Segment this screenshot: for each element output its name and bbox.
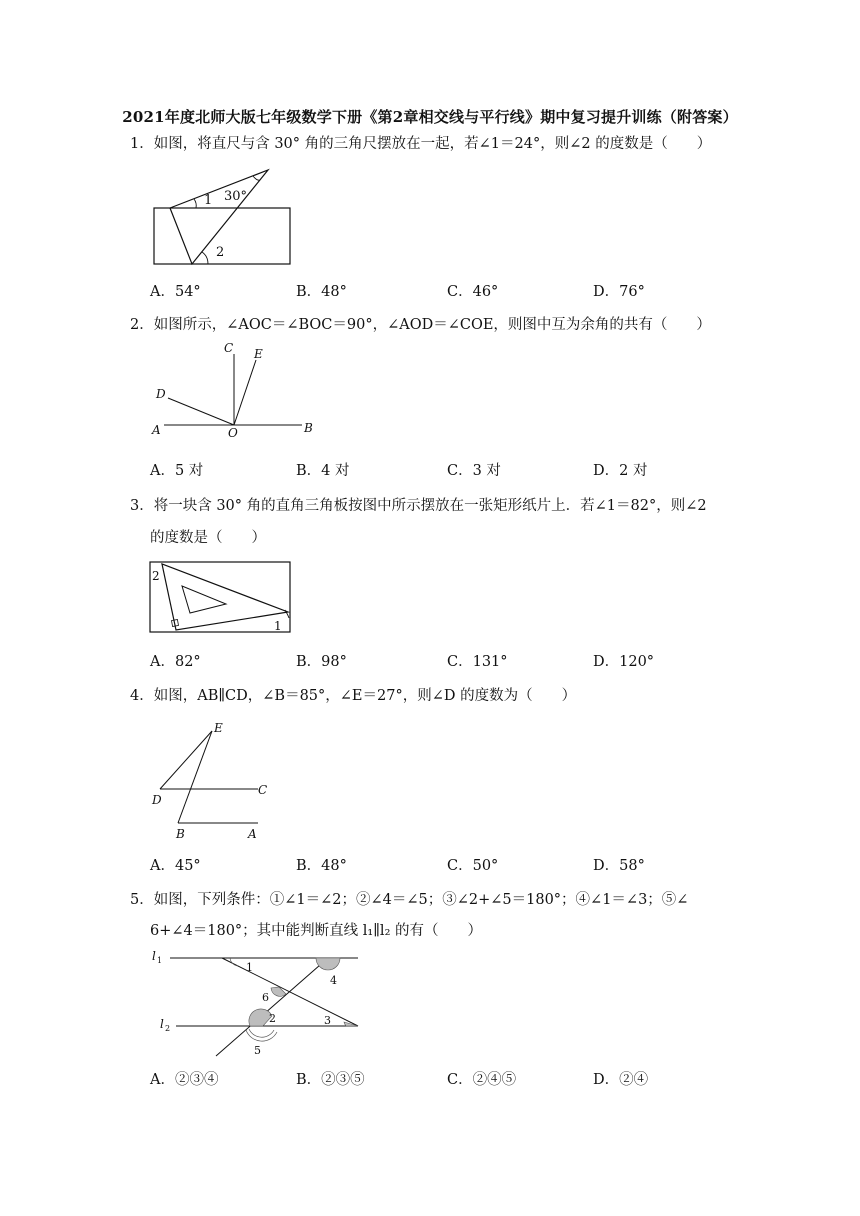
question-1-figure bbox=[150, 166, 300, 270]
point-c-label: C bbox=[224, 341, 234, 355]
angle-3-label: 3 bbox=[324, 1014, 331, 1027]
question-5-option-b[interactable]: B．②③⑤ bbox=[296, 1072, 365, 1088]
angle-30-arc bbox=[253, 176, 260, 180]
question-3-figure bbox=[148, 560, 293, 635]
question-4-option-a[interactable]: A．45° bbox=[150, 858, 201, 874]
line-l2-label: l bbox=[160, 1017, 164, 1031]
question-5-option-a[interactable]: A．②③④ bbox=[150, 1072, 219, 1088]
angle-2-label: 2 bbox=[216, 245, 225, 260]
angle-6-label: 6 bbox=[262, 991, 269, 1004]
angle-1-arc bbox=[194, 199, 196, 208]
question-1-option-c[interactable]: C．46° bbox=[447, 284, 499, 300]
page-title: 2021年度北师大版七年级数学下册《第2章相交线与平行线》期中复习提升训练（附答案） bbox=[122, 108, 738, 126]
question-2-option-b[interactable]: B．4 对 bbox=[296, 463, 350, 479]
question-3-option-a[interactable]: A．82° bbox=[150, 654, 201, 670]
line-l2-subscript: 2 bbox=[165, 1024, 171, 1033]
question-2-option-a[interactable]: A．5 对 bbox=[150, 463, 204, 479]
point-e-label: E bbox=[254, 347, 263, 361]
question-1-option-d[interactable]: D．76° bbox=[593, 284, 645, 300]
question-4-figure bbox=[148, 716, 278, 841]
angle-1-label: 1 bbox=[274, 619, 282, 633]
question-5-text-line-2: 6+∠4＝180°；其中能判断直线 l₁∥l₂ 的有（ ） bbox=[150, 923, 482, 939]
point-o-label: O bbox=[228, 426, 238, 440]
angle-1-label: 1 bbox=[204, 193, 213, 208]
angle-1-label: 1 bbox=[246, 961, 253, 974]
question-2-figure bbox=[150, 340, 320, 440]
question-3-text-line-1: 3．将一块含 30° 角的直角三角板按图中所示摆放在一张矩形纸片上．若∠1＝82°，则∠2 bbox=[130, 498, 707, 514]
question-5-option-d[interactable]: D．②④ bbox=[593, 1072, 649, 1088]
question-2-text: 2．如图所示，∠AOC＝∠BOC＝90°，∠AOD＝∠COE，则图中互为余角的共有（ ） bbox=[130, 317, 711, 333]
question-1-option-b[interactable]: B．48° bbox=[296, 284, 347, 300]
angle-5-label: 5 bbox=[254, 1044, 261, 1057]
angle-2-label: 2 bbox=[152, 569, 160, 583]
point-a-label: A bbox=[152, 423, 161, 437]
point-e-label: E bbox=[214, 721, 223, 735]
question-1-option-a[interactable]: A．54° bbox=[150, 284, 201, 300]
point-b-label: B bbox=[176, 827, 185, 841]
question-2-option-d[interactable]: D．2 对 bbox=[593, 463, 648, 479]
question-5-text-line-1: 5．如图，下列条件：①∠1＝∠2；②∠4＝∠5；③∠2+∠5＝180°；④∠1＝∠3；⑤∠ bbox=[130, 892, 689, 908]
line-l1-subscript: 1 bbox=[157, 956, 163, 965]
question-4-option-c[interactable]: C．50° bbox=[447, 858, 499, 874]
question-2-option-c[interactable]: C．3 对 bbox=[447, 463, 501, 479]
point-b-label: B bbox=[304, 421, 313, 435]
angle-2-arc bbox=[202, 252, 208, 264]
question-5-figure bbox=[150, 950, 365, 1060]
question-1-text: 1．如图，将直尺与含 30° 角的三角尺摆放在一起，若∠1＝24°，则∠2 的度数是（ ） bbox=[130, 136, 712, 152]
angle-4-label: 4 bbox=[330, 974, 337, 987]
point-d-label: D bbox=[156, 387, 166, 401]
question-3-text-line-2: 的度数是（ ） bbox=[150, 530, 266, 546]
question-3-option-d[interactable]: D．120° bbox=[593, 654, 655, 670]
question-4-option-d[interactable]: D．58° bbox=[593, 858, 645, 874]
angle-2-label: 2 bbox=[269, 1012, 276, 1025]
question-4-text: 4．如图，AB∥CD，∠B＝85°，∠E＝27°，则∠D 的度数为（ ） bbox=[130, 688, 577, 704]
question-5-option-c[interactable]: C．②④⑤ bbox=[447, 1072, 517, 1088]
question-3-option-b[interactable]: B．98° bbox=[296, 654, 347, 670]
question-3-option-c[interactable]: C．131° bbox=[447, 654, 508, 670]
point-d-label: D bbox=[152, 793, 162, 807]
line-l1-label: l bbox=[152, 949, 156, 963]
question-4-option-b[interactable]: B．48° bbox=[296, 858, 347, 874]
point-a-label: A bbox=[248, 827, 257, 841]
point-c-label: C bbox=[258, 783, 268, 797]
angle-30-label: 30° bbox=[224, 189, 248, 204]
